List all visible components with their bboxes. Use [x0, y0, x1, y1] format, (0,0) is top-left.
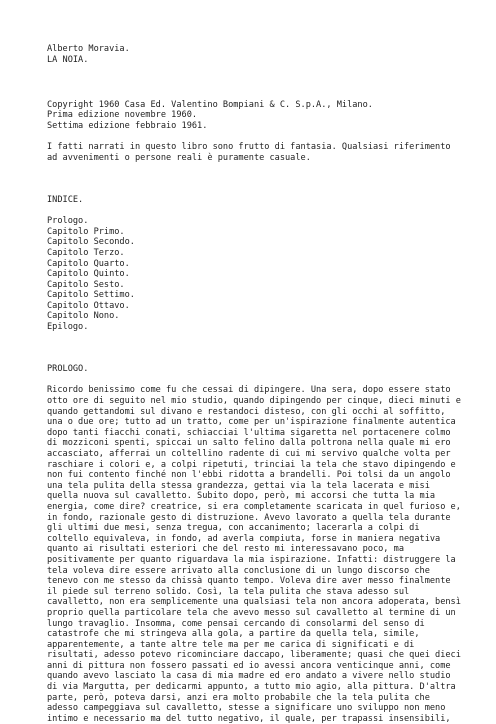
index-item-capitolo-settimo: Capitolo Settimo. — [47, 290, 135, 301]
disclaimer-line: ad avvenimenti o persone reali è puramente casuale. — [47, 152, 311, 163]
prologue-line: positivamente per quanto riguardava la mia ispirazione. Infatti: distruggere la — [47, 554, 456, 565]
index-item-capitolo-primo: Capitolo Primo. — [47, 226, 125, 237]
prologue-text — [47, 385, 487, 724]
prologue-heading: PROLOGO. — [47, 364, 89, 375]
prologue-line: Ricordo benissimo come fu che cessai di dipingere. Una sera, dopo essere stato — [47, 385, 451, 396]
disclaimer-block — [47, 142, 487, 163]
prologue-line: quando avevo lasciato la casa di mia madre ed ero andato a vivere nello studio — [47, 671, 451, 682]
prologue-line: quando gettandomi sul divano e restandoci disteso, con gli occhi al soffitto, — [47, 406, 446, 417]
copyright-block — [47, 100, 487, 132]
seventh-edition-line: Settima edizione febbraio 1961. — [47, 120, 208, 131]
prologue-line: risultati, adesso potevo ricominciare daccapo, liberamente; quasi che quei dieci — [47, 650, 461, 661]
prologue-line: non fui contento finché non l'ebbi ridotta a brandelli. Poi tolsi da un angolo — [47, 470, 451, 481]
prologue-line: cavalletto, non era semplicemente una qualsiasi tela non ancora adoperata, bensì — [47, 597, 461, 608]
prologue-line: una tela pulita della stessa grandezza, gettai via la tela lacerata e misi — [47, 480, 430, 491]
prologue-line: in fondo, razionale gesto di distruzione. Avevo lavorato a quella tela durante — [47, 512, 451, 523]
prologue-line: accasciato, afferrai un coltellino radente di cui mi servivo qualche volta per — [47, 449, 451, 459]
prologue-line: intimo e necessario ma del tutto negativo, il quale, per trapassi insensibili, — [47, 713, 451, 724]
prologue-line: parte, però, poteva darsi, anzi era molto probabile che la tela pulita che — [47, 692, 430, 703]
index-item-capitolo-quarto: Capitolo Quarto. — [47, 258, 130, 269]
prologue-line: coltello equivaleva, in fondo, ad averla compiuta, forse in maniera negativa — [47, 533, 441, 544]
prologue-line: quella nuova sul cavalletto. Subito dopo, però, mi accorsi che tutta la mia — [47, 491, 436, 502]
document-page — [47, 44, 487, 724]
prologue-line: energia, come dire? creatrice, si era completamente scaricata in quel furioso e, — [47, 501, 461, 512]
index-item-capitolo-secondo: Capitolo Secondo. — [47, 237, 135, 248]
copyright-line: Copyright 1960 Casa Ed. Valentino Bompiani & C. S.p.A., Milano. — [47, 99, 373, 110]
prologue-line: di via Margutta, per dedicarmi appunto, a tutto mio agio, alla pittura. D'altra — [47, 682, 456, 693]
prologue-line: catastrofe che mi stringeva alla gola, a partire da quella tela, simile, — [47, 629, 420, 640]
index-item-capitolo-ottavo: Capitolo Ottavo. — [47, 300, 130, 311]
prologue-line: quanto ai risultati esteriori che del resto mi interessavano poco, ma — [47, 544, 404, 555]
prologue-line: gli ultimi due mesi, senza tregua, con accanimento; lacerarla a colpi di — [47, 523, 420, 534]
prologue-line: di mozziconi spenti, spiccai un salto felino dalla poltrona nella quale mi ero — [47, 438, 451, 449]
index-item-capitolo-sesto: Capitolo Sesto. — [47, 279, 125, 290]
prologue-line: il piede sul terreno solido. Così, la tela pulita che stava adesso sul — [47, 586, 410, 597]
index-item-prologo: Prologo. — [47, 216, 89, 227]
prologue-line: apparentemente, a tante altre tele ma per me carica di significati e di — [47, 639, 415, 650]
prologue-line: adesso campeggiava sul cavalletto, stesse a significare uno sviluppo non meno — [47, 703, 446, 714]
book-title: LA NOIA. — [47, 54, 89, 65]
prologue-line: una o due ore; tutto ad un tratto, come per un'ispirazione finalmente autentica — [47, 417, 456, 428]
prologue-line: otto ore di seguito nel mio studio, quando dipingendo per cinque, dieci minuti e — [47, 396, 461, 407]
first-edition-line: Prima edizione novembre 1960. — [47, 110, 198, 121]
prologue-line: tenevo con me stesso da chissà quanto tempo. Voleva dire aver messo finalmente — [47, 576, 451, 587]
author-name: Alberto Moravia. — [47, 44, 130, 54]
disclaimer-line: I fatti narrati in questo libro sono frutto di fantasia. Qualsiasi riferimento — [47, 142, 451, 153]
prologue-line: dopo tanti fiacchi conati, schiacciai l'ultima sigaretta nel portacenere colmo — [47, 427, 451, 438]
prologue-line: anni di pittura non fossero passati ed io avessi ancora venticinque anni, come — [47, 660, 451, 671]
index-item-capitolo-quinto: Capitolo Quinto. — [47, 269, 130, 280]
index-item-epilogo: Epilogo. — [47, 322, 89, 333]
prologue-line: lungo travaglio. Insomma, come pensai cercando di consolarmi del senso di — [47, 618, 425, 629]
index-item-capitolo-terzo: Capitolo Terzo. — [47, 247, 125, 258]
index-list — [47, 216, 487, 333]
prologue-line: tela voleva dire essere arrivato alla conclusione di un lungo discorso che — [47, 565, 430, 576]
prologue-line: proprio quella particolare tela che avevo messo sul cavalletto al termine di un — [47, 607, 456, 618]
index-heading: INDICE. — [47, 194, 84, 205]
prologue-line: raschiare i colori e, a colpi ripetuti, trinciai la tela che stavo dipingendo e — [47, 459, 456, 470]
index-item-capitolo-nono: Capitolo Nono. — [47, 311, 120, 322]
